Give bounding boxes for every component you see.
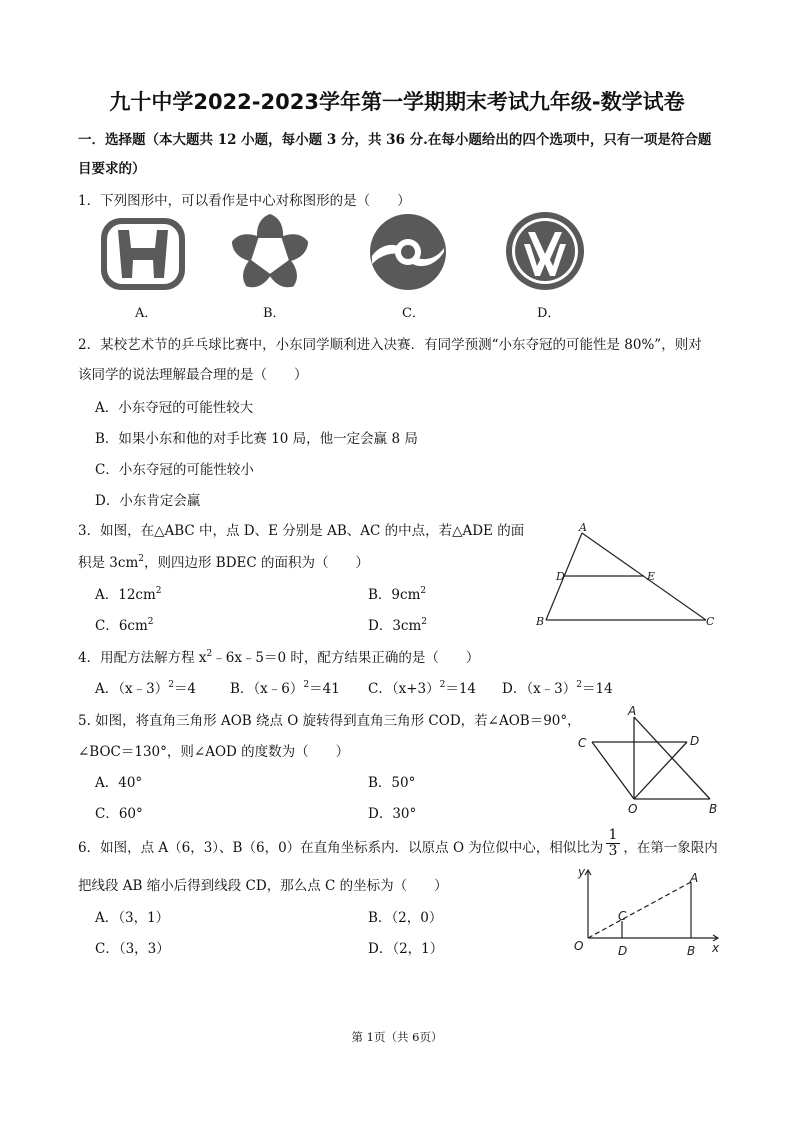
page-title: 九十中学2022-2023学年第一学期期末考试九年级-数学试卷 — [109, 90, 685, 114]
q2-stem-line2: 该同学的说法理解最合理的是（ ） — [78, 367, 308, 383]
q4-option-a: A．（x﹣3）$^2$＝4 — [95, 680, 197, 697]
q5-option-b: B．50° — [368, 775, 416, 791]
q6-stem-line2: 把线段 AB 缩小后得到线段 CD，那么点 C 的坐标为（ ） — [78, 878, 448, 894]
q6-coordinate-figure — [566, 862, 726, 962]
section-header-line1: 一．选择题（本大题共 12 小题，每小题 3 分，共 36 分.在每小题给出的四个选项中，只有一项是符合题 — [78, 132, 712, 148]
q2-option-d: D．小东肯定会赢 — [95, 493, 201, 509]
q5-option-d: D．30° — [368, 806, 417, 822]
q6-label-d: D — [618, 944, 628, 958]
q5-label-a: A — [628, 704, 637, 718]
q3-stem-line2: 积是 $3cm^2$，则四边形 BDEC 的面积为（ ） — [78, 554, 369, 571]
q3-label-d: D — [556, 570, 565, 583]
q5-stem-line1: 5. 如图，将直角三角形 AOB 绕点 O 旋转得到直角三角形 COD，若∠AOB＝90°， — [78, 713, 581, 729]
swirl-circle-icon — [368, 212, 448, 292]
q1-label-c: C． — [402, 306, 425, 321]
q2-stem-line1: 2．某校艺术节的乒乓球比赛中，小东同学顺利进入决赛．有同学预测“小东夺冠的可能性是 80%”，则对 — [78, 337, 702, 353]
q6-option-a: A．（3，1） — [95, 910, 170, 926]
q6-option-c: C．（3，3） — [95, 941, 170, 957]
q3-option-d: D．$3cm^2$ — [368, 617, 428, 634]
honda-logo-icon — [98, 214, 188, 294]
q3-label-e: E — [647, 570, 656, 583]
q6-label-x: x — [712, 941, 720, 955]
q3-stem-line1: 3．如图，在△ABC 中，点 D、E 分别是 AB、AC 的中点，若△ADE 的面 — [78, 523, 525, 539]
q6-stem-line1: 6．如图，点 A（6，3）、B（6，0）在直角坐标系内．以原点 O 为位似中心，相似比为 ，在第一象限内 — [78, 840, 718, 856]
q3-option-c: C．$6cm^2$ — [95, 617, 154, 634]
q6-label-b: B — [687, 944, 696, 958]
q5-stem-line2: ∠BOC＝130°，则∠AOD 的度数为（ ） — [78, 744, 350, 760]
q6-option-d: D．（2，1） — [368, 941, 444, 957]
q2-option-c: C．小东夺冠的可能性较小 — [95, 462, 254, 478]
q3-option-b: B．$9cm^2$ — [368, 586, 427, 603]
q5-label-c: C — [578, 736, 587, 750]
q5-label-b: B — [709, 802, 718, 815]
q5-option-a: A．40° — [95, 775, 143, 791]
volkswagen-logo-icon — [504, 210, 586, 292]
q4-option-b: B．（x﹣6）$^2$＝41 — [230, 680, 340, 697]
q1-label-b: B． — [263, 306, 286, 321]
q2-option-a: A．小东夺冠的可能性较大 — [95, 400, 254, 416]
q4-option-c: C．$(x+3)^2=14$ — [368, 680, 477, 697]
page-footer: 第 1页（共 6页） — [351, 1030, 443, 1044]
q6-fraction: $\frac{1}{3}$ — [606, 828, 620, 859]
q6-label-o: O — [574, 939, 584, 953]
q6-label-c: C — [618, 909, 627, 923]
q6-label-y: y — [578, 865, 586, 879]
q5-option-c: C．60° — [95, 806, 143, 822]
q4-stem: 4．用配方法解方程 $x^2﹣6x﹣5=0$ 时，配方结果正确的是（ ） — [78, 649, 480, 666]
q1-label-a: A． — [135, 306, 158, 321]
q6-option-b: B．（2，0） — [368, 910, 443, 926]
q1-stem: 1．下列图形中，可以看作是中心对称图形的是（ ） — [78, 193, 411, 209]
section-header-line2: 目要求的） — [78, 161, 146, 177]
q6-label-a: A — [690, 871, 699, 885]
q5-label-o: O — [628, 802, 638, 815]
q1-label-d: D． — [537, 306, 561, 321]
pentagon-flower-icon — [228, 210, 312, 294]
q3-label-b: B — [536, 615, 545, 628]
q5-label-d: D — [690, 734, 700, 748]
q3-option-a: A．$12cm^2$ — [95, 586, 162, 603]
q3-label-a: A — [579, 522, 587, 534]
q4-option-d: D．（x﹣3）$^2$＝14 — [502, 680, 613, 697]
q2-option-b: B．如果小东和他的对手比赛 10 局，他一定会赢 8 局 — [95, 431, 418, 447]
q3-label-c: C — [706, 615, 715, 628]
q3-triangle-figure — [534, 522, 716, 630]
q5-rotation-figure — [572, 703, 732, 815]
